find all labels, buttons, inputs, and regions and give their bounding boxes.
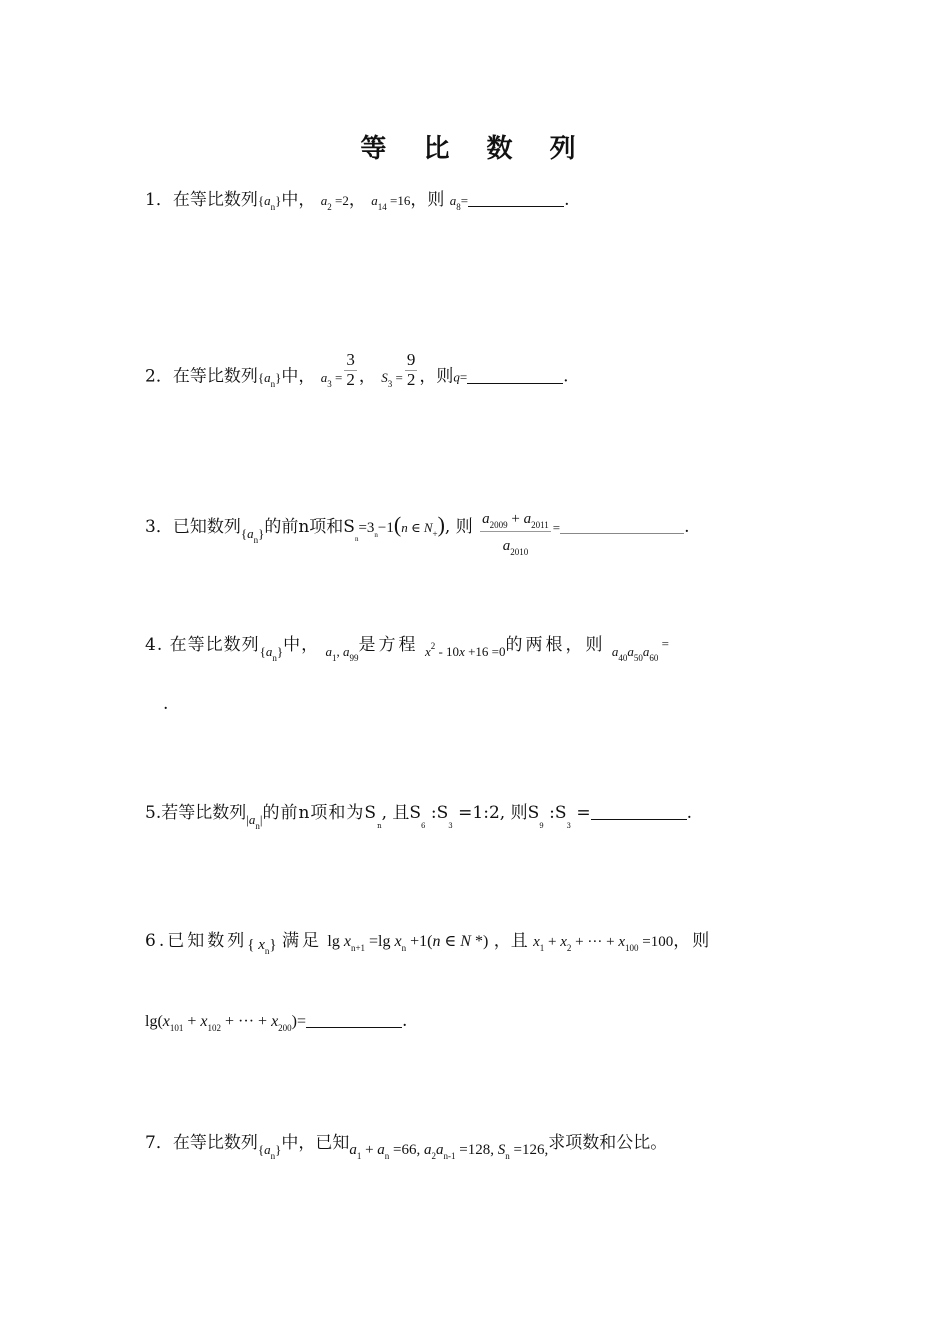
- question-4: [145, 637, 669, 663]
- q6-then: ，则: [673, 931, 712, 951]
- page-title: 等 比 数 列: [360, 134, 590, 164]
- q5-end: .: [686, 803, 693, 823]
- q4-roots: a1, a99: [325, 644, 359, 663]
- q6-recurrence: $\lg x_{n+1} =\lg$ $x_n +1(n$ ∈ N *): [327, 933, 489, 953]
- q6-seq: { $x_n$}: [247, 937, 277, 956]
- q1-cond-2: $a_{14} =16$: [371, 193, 411, 212]
- q6-sum: $x_1 + x_2$ + ··· + $x_{100} =100$: [533, 934, 674, 953]
- question-4-line-2: .: [163, 694, 169, 714]
- q3-fraction: $\frac{a_{2009} + a_{2011}}{a_{2010}}$: [482, 511, 549, 557]
- q5-answer-blank[interactable]: [591, 818, 687, 820]
- q1-sep: ，: [348, 190, 366, 210]
- q3-sum-formula: $_n=3_n-1(n$ ∈ $N_+$): [354, 511, 445, 543]
- q3-mid: 的前n项和S: [264, 516, 355, 537]
- q1-then: ，则: [410, 190, 445, 210]
- q6-cond: ，且: [488, 931, 528, 951]
- q5-cond: , 且$S_6$ $:S_3$ =1:2, 则$S_9$ $:S_3$ =: [381, 803, 591, 830]
- q4-is: 是方程: [358, 635, 419, 655]
- q4-prefix: 4. 在等比数列: [145, 635, 260, 655]
- q3-then: , 则: [444, 516, 473, 537]
- q2-sep: ，: [358, 366, 376, 387]
- q1-seq: $\{a_n\}$: [257, 193, 282, 212]
- question-3: [145, 497, 690, 558]
- q3-prefix: 3．已知数列: [145, 516, 241, 537]
- q1-end: .: [564, 190, 570, 210]
- q5-prefix: 5.若等比数列: [145, 803, 247, 823]
- q2-seq: $\{a_n\}$: [257, 369, 282, 389]
- q5-seq: |an|: [246, 812, 263, 831]
- q4-product: a40a50a60 =: [611, 636, 670, 663]
- q2-cond-2: $S_3$ =: [381, 369, 403, 389]
- question-6: [145, 933, 711, 956]
- q2-then: ，则: [419, 366, 454, 387]
- q7-tail: 求项数和公比。: [548, 1133, 668, 1153]
- q1-mid: 中，: [281, 190, 316, 210]
- q6-mid: 满足: [281, 931, 322, 951]
- question-5: [145, 805, 692, 831]
- q6-answer-blank[interactable]: [306, 1026, 402, 1028]
- q1-answer-blank[interactable]: [468, 205, 564, 207]
- question-6-line-2: [145, 1013, 407, 1033]
- q2-prefix: 2．在等比数列: [145, 366, 258, 387]
- q3-seq: {an}: [240, 525, 265, 545]
- q2-target: q=: [453, 369, 468, 385]
- q3-end: .: [684, 516, 690, 537]
- q6-prefix: 6.已知数列: [145, 931, 248, 951]
- q2-cond-1: $a_3$ =: [320, 369, 343, 389]
- q5-s-sub: n: [377, 822, 382, 830]
- q1-cond-1: $a_2 =2$: [320, 193, 349, 212]
- q3-eq: =: [552, 519, 561, 535]
- q6-target: $\lg(x_{101} + x_{102}$ + ··· + $x_{200})=$: [145, 1013, 307, 1033]
- q2-answer-blank[interactable]: [467, 382, 563, 384]
- question-1: [145, 192, 569, 212]
- q2-fraction-1: $\frac{3}{2}$: [346, 350, 355, 389]
- q7-conditions: $a_1 + a_n =66$, $a_2a_{n-1} =128$, $S_n =126$,: [349, 1142, 549, 1161]
- question-7: [145, 1135, 667, 1161]
- q2-end: .: [563, 366, 569, 387]
- q4-mid: 中，: [283, 635, 320, 655]
- q1-target: $a_8=$: [449, 193, 469, 212]
- q7-mid: 中，已知: [281, 1133, 350, 1153]
- q7-prefix: 7．在等比数列: [145, 1133, 258, 1153]
- q6-end: .: [402, 1011, 408, 1031]
- q2-fraction-2: $\frac{9}{2}$: [406, 350, 416, 389]
- q2-mid: 中，: [281, 366, 316, 387]
- q4-equation: x2 - 10x +16 =0: [424, 641, 506, 659]
- q4-seq: {an}: [259, 644, 284, 663]
- question-2: [145, 350, 569, 389]
- q7-seq: {an}: [257, 1142, 282, 1161]
- q1-prefix: 1．在等比数列: [145, 190, 258, 210]
- q3-answer-blank[interactable]: [560, 532, 684, 534]
- q4-tail: 的两根，则: [505, 635, 606, 655]
- q5-mid: 的前n项和为S: [262, 803, 378, 823]
